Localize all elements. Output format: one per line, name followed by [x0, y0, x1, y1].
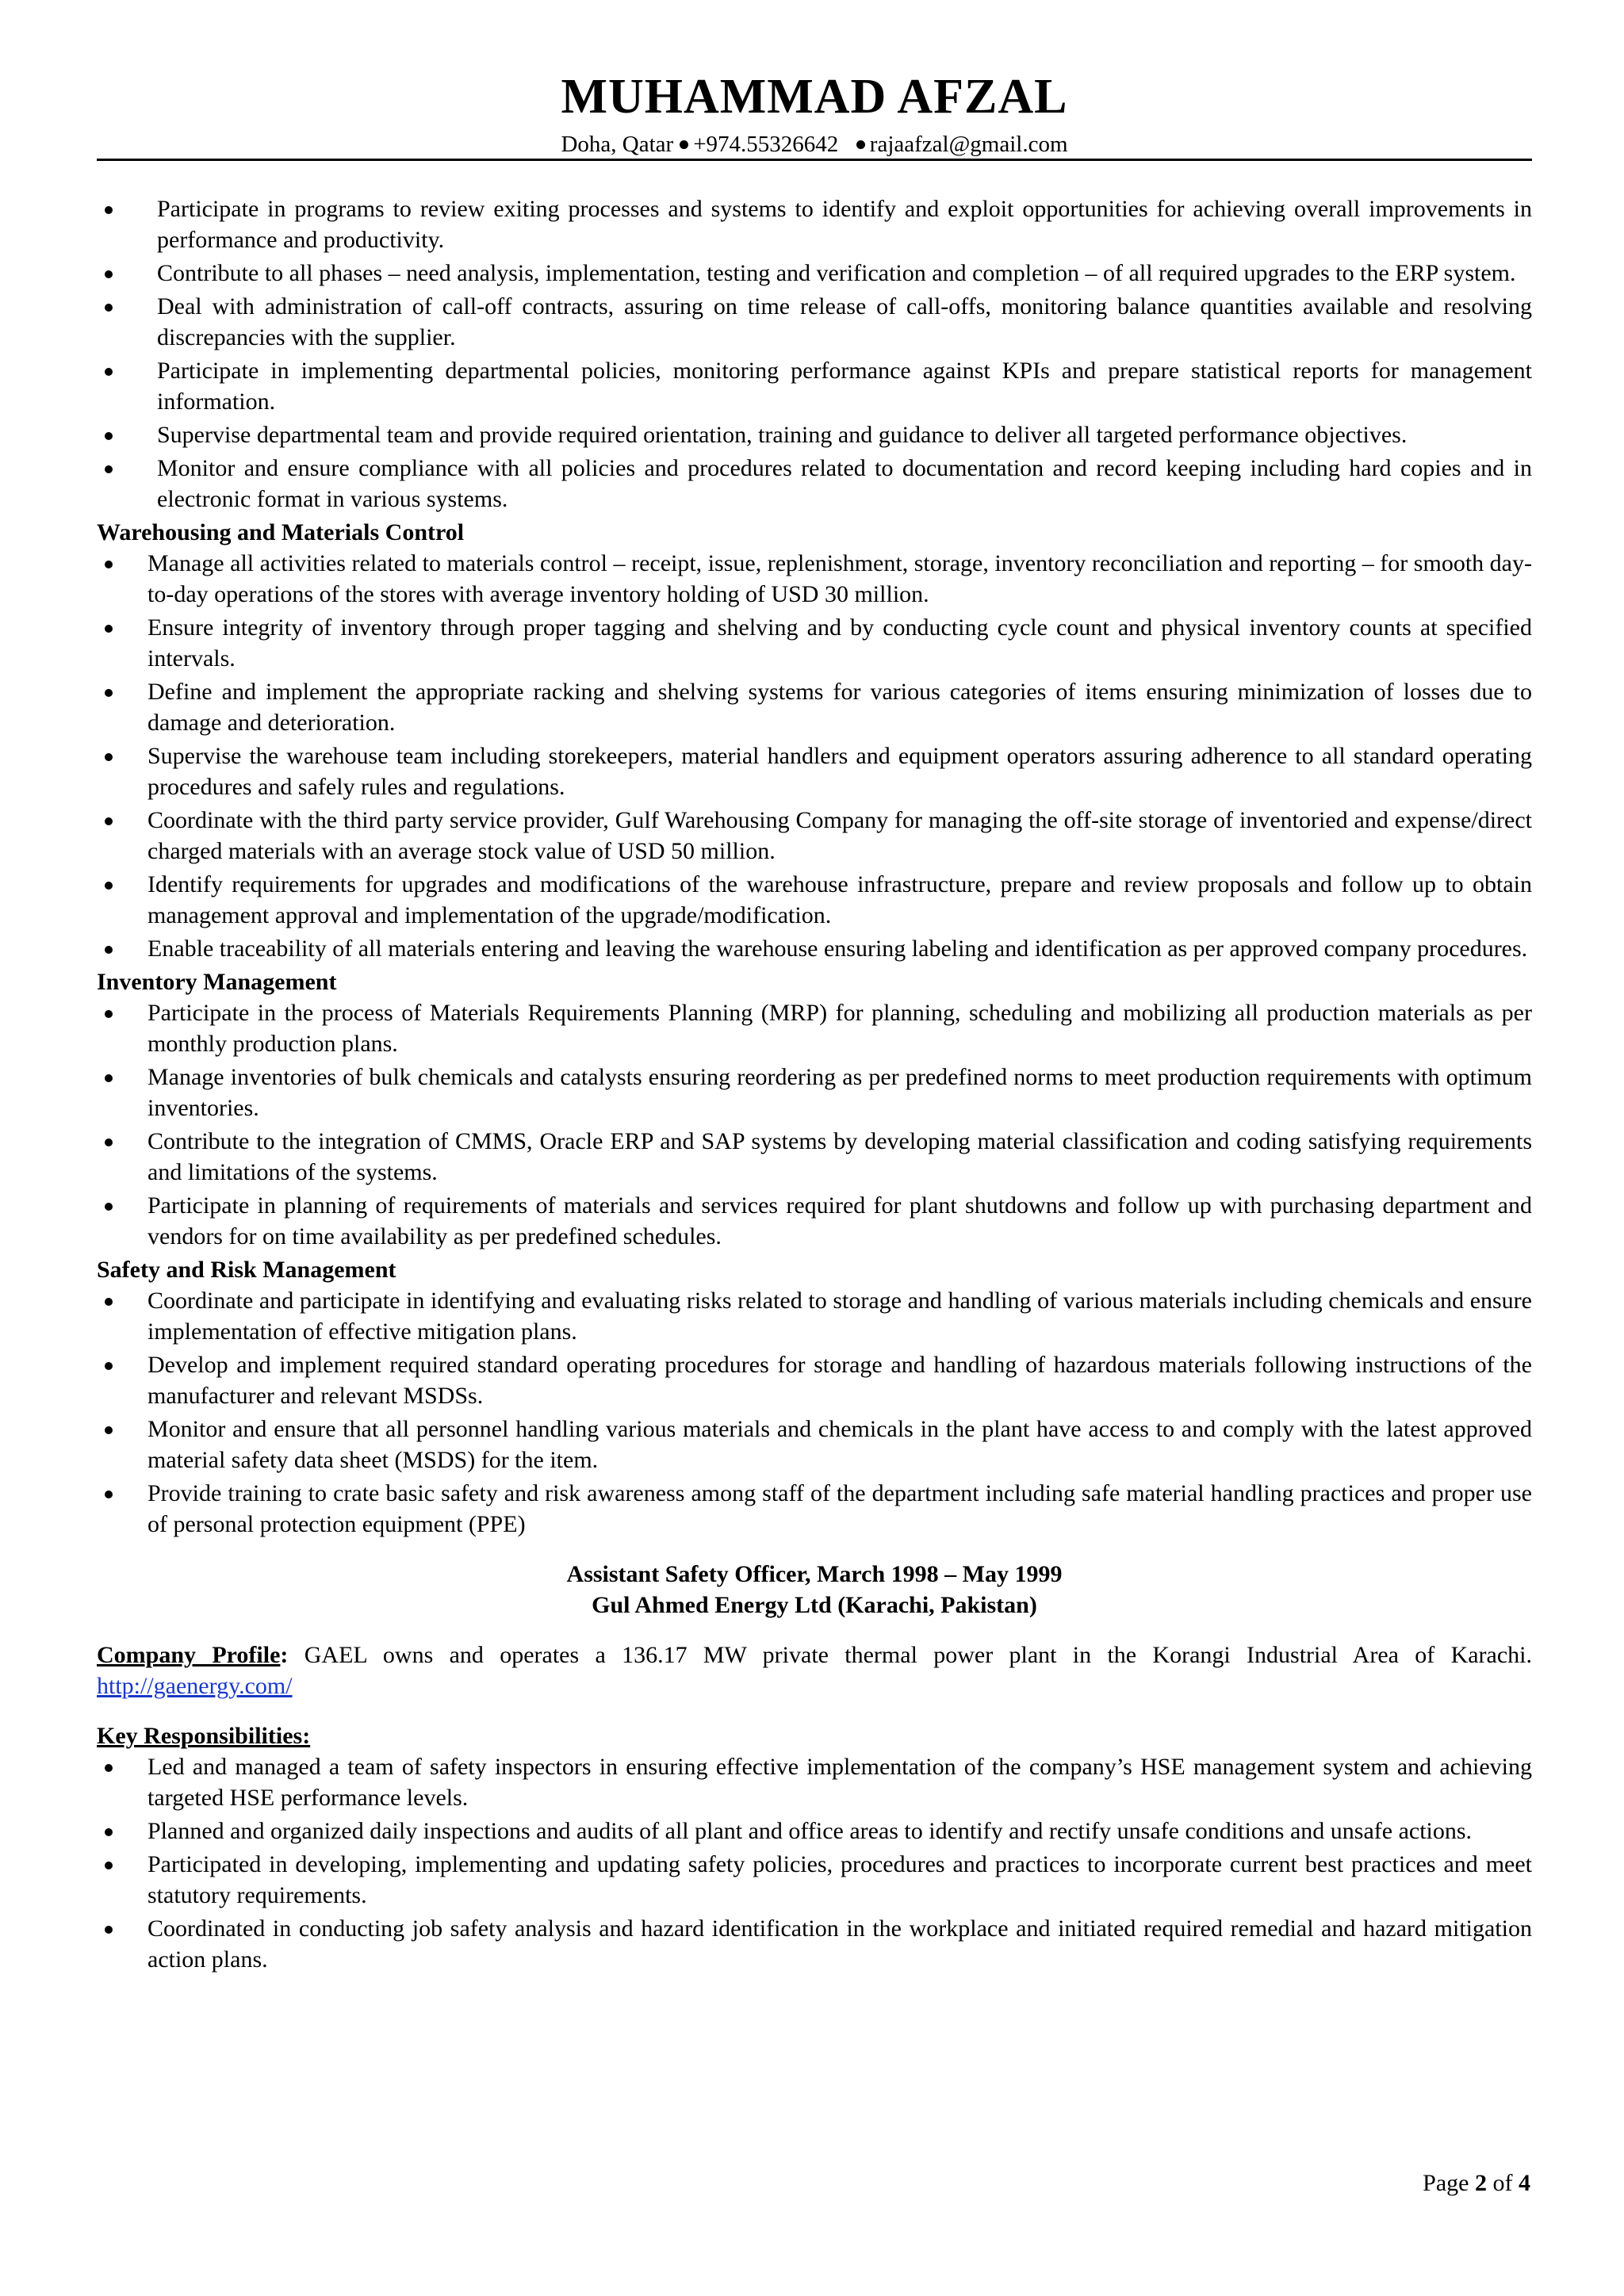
section-heading: Inventory Management	[97, 969, 337, 995]
bullet-text: Identify requirements for upgrades and modifications of the warehouse infrastructure, prepare and review proposals and follow up to obtain management approval and implementation of the upgrade/modification.	[147, 871, 1532, 928]
list-item	[97, 1414, 1532, 1475]
list-item	[97, 1126, 1532, 1188]
current-page: 2	[1475, 2170, 1487, 2196]
bullet-text: Enable traceability of all materials entering and leaving the warehouse ensuring labeling and identification as per approved company procedures.	[147, 936, 1528, 962]
bullet-icon	[105, 689, 113, 697]
bullet-icon	[105, 1862, 113, 1869]
bullet-text: Manage all activities related to materials control – receipt, issue, replenishment, storage, inventory reconciliation and reporting – for smooth day-to-day operations of the stores with average inventory holding of USD 30 million.	[147, 550, 1532, 607]
bullet-text: Contribute to all phases – need analysis, implementation, testing and verification and completion – of all required upgrades to the ERP system.	[157, 260, 1516, 286]
bullet-text: Supervise departmental team and provide required orientation, training and guidance to deliver all targeted performance objectives.	[157, 422, 1408, 448]
bullet-icon	[105, 1426, 113, 1434]
bullet-icon	[105, 1074, 113, 1082]
bullet-text: Ensure integrity of inventory through proper tagging and shelving and by conducting cycle count and physical inventory counts at specified intervals.	[147, 614, 1532, 672]
bullet-text: Monitor and ensure that all personnel handling various materials and chemicals in the plant have access to and comply with the latest approved material safety data sheet (MSDS) for the item.	[147, 1416, 1532, 1473]
bullet-text: Planned and organized daily inspections and audits of all plant and office areas to identify and rectify unsafe conditions and unsafe actions.	[147, 1818, 1473, 1844]
bullet-text: Manage inventories of bulk chemicals and catalysts ensuring reordering as per predefined norms to meet production requirements with optimum inventories.	[147, 1064, 1532, 1121]
bullet-icon	[105, 1490, 113, 1498]
candidate-name: MUHAMMAD AFZAL	[561, 70, 1068, 124]
bullet-text: Provide training to crate basic safety and risk awareness among staff of the department including safe material handling practices and proper use of personal protection equipment (PPE)	[147, 1480, 1532, 1537]
bullet-icon	[105, 882, 113, 890]
bullet-text: Contribute to the integration of CMMS, Oracle ERP and SAP systems by developing material classification and coding satisfying requirements and limitations of the systems.	[147, 1128, 1532, 1185]
list-item	[97, 740, 1532, 802]
phone: +974.55326642	[693, 132, 839, 157]
header-divider	[97, 159, 1532, 161]
bullet-icon	[105, 432, 113, 440]
job-company: Gul Ahmed Energy Ltd (Karachi, Pakistan)	[592, 1592, 1037, 1618]
bullet-icon	[105, 1138, 113, 1146]
company-profile: Company Profile: GAEL owns and operates a 136.17 MW private thermal power plant in the Korangi Industrial Area of Karachi. http://gaenergy.com/	[97, 1642, 1533, 1699]
bullet-text: Monitor and ensure compliance with all policies and procedures related to documentation and record keeping including hard copies and in electronic format in various systems.	[157, 455, 1532, 512]
bullet-text: Define and implement the appropriate racking and shelving systems for various categories of items ensuring minimization of losses due to damage and deterioration.	[147, 679, 1532, 736]
bullet-icon	[105, 1010, 113, 1018]
list-item	[97, 1062, 1532, 1123]
bullet-text: Supervise the warehouse team including storekeepers, material handlers and equipment operators assuring adherence to all standard operating procedures and safely rules and regulations.	[147, 743, 1532, 800]
safety-bullet-list	[97, 1285, 1532, 1540]
list-item	[97, 1190, 1532, 1252]
bullet-icon	[105, 1764, 113, 1772]
section-heading: Safety and Risk Management	[97, 1257, 396, 1283]
list-item	[97, 453, 1532, 515]
list-item	[97, 1816, 1532, 1846]
list-item	[97, 997, 1532, 1059]
of-word: of	[1492, 2170, 1513, 2196]
intro-bullet-list	[97, 193, 1532, 515]
company-profile-label: Company Profile	[97, 1642, 281, 1668]
bullet-icon	[105, 465, 113, 473]
company-website-link[interactable]: http://gaenergy.com/	[97, 1673, 293, 1699]
list-item	[97, 1751, 1532, 1813]
bullet-icon	[105, 1362, 113, 1370]
list-item	[97, 258, 1532, 289]
bullet-icon	[105, 1926, 113, 1934]
resume-header	[97, 65, 1532, 159]
bullet-icon	[105, 946, 113, 954]
list-item	[97, 1849, 1532, 1911]
list-item	[97, 933, 1532, 964]
list-item	[97, 548, 1532, 610]
bullet-icon	[105, 206, 113, 214]
bullet-icon	[105, 304, 113, 312]
bullet-icon	[105, 561, 113, 568]
bullet-icon	[105, 368, 113, 376]
list-item	[97, 1913, 1532, 1975]
company-profile-text: GAEL owns and operates a 136.17 MW private thermal power plant in the Korangi Industrial Area of Karachi.	[304, 1642, 1533, 1668]
bullet-text: Coordinate with the third party service provider, Gulf Warehousing Company for managing the off-site storage of inventoried and expense/direct charged materials with an average stock value of USD 50 million.	[147, 807, 1532, 864]
bullet-text: Deal with administration of call-off contracts, assuring on time release of call-offs, monitoring balance quantities available and resolving discrepancies with the supplier.	[157, 293, 1532, 350]
bullet-icon	[105, 1828, 113, 1836]
email: rajaafzal@gmail.com	[869, 132, 1068, 157]
warehousing-bullet-list	[97, 548, 1532, 964]
total-pages: 4	[1519, 2170, 1530, 2196]
contact-line	[97, 130, 1532, 159]
bullet-text: Coordinated in conducting job safety analysis and hazard identification in the workplace and initiated required remedial and hazard mitigation action plans.	[147, 1915, 1532, 1973]
location: Doha, Qatar	[561, 132, 674, 157]
bullet-text: Participate in planning of requirements of materials and services required for plant shutdowns and follow up with purchasing department and vendors for on time availability as per predefined schedules.	[147, 1192, 1532, 1249]
bullet-icon	[105, 1298, 113, 1306]
list-item	[97, 291, 1532, 353]
list-item	[97, 419, 1532, 450]
responsibilities-bullet-list	[97, 1751, 1532, 1975]
bullet-icon	[105, 625, 113, 633]
page-number	[1423, 2170, 1530, 2197]
list-item	[97, 676, 1532, 738]
bullet-text: Participate in programs to review exiting processes and systems to identify and exploit opportunities for achieving overall improvements in performance and productivity.	[157, 196, 1532, 253]
resume-body	[97, 193, 1532, 1977]
bullet-icon	[105, 1203, 113, 1211]
separator-dot-icon	[680, 140, 688, 149]
list-item	[97, 355, 1532, 417]
list-item	[97, 1478, 1532, 1540]
page-word: Page	[1423, 2170, 1469, 2196]
bullet-text: Participated in developing, implementing and updating safety policies, procedures and practices to incorporate current best practices and meet statutory requirements.	[147, 1851, 1532, 1908]
bullet-text: Participate in implementing departmental policies, monitoring performance against KPIs and prepare statistical reports for management information.	[157, 358, 1532, 415]
bullet-text: Led and managed a team of safety inspectors in ensuring effective implementation of the company’s HSE management system and achieving targeted HSE performance levels.	[147, 1754, 1532, 1811]
list-item	[97, 1285, 1532, 1347]
bullet-icon	[105, 817, 113, 825]
key-responsibilities-label: Key Responsibilities:	[97, 1723, 311, 1749]
job-heading	[97, 1559, 1532, 1621]
list-item	[97, 869, 1532, 931]
bullet-text: Develop and implement required standard operating procedures for storage and handling of hazardous materials following instructions of the manufacturer and relevant MSDSs.	[147, 1352, 1532, 1409]
bullet-text: Coordinate and participate in identifying and evaluating risks related to storage and handling of various materials including chemicals and ensure implementation of effective mitigation plans.	[147, 1288, 1532, 1345]
list-item	[97, 1349, 1532, 1411]
job-title: Assistant Safety Officer, March 1998 – May 1999	[566, 1561, 1063, 1587]
list-item	[97, 612, 1532, 674]
bullet-icon	[105, 753, 113, 761]
inventory-bullet-list	[97, 997, 1532, 1252]
bullet-icon	[105, 270, 113, 278]
bullet-text: Participate in the process of Materials Requirements Planning (MRP) for planning, scheduling and mobilizing all production materials as per monthly production plans.	[147, 1000, 1532, 1057]
section-heading: Warehousing and Materials Control	[97, 519, 465, 545]
list-item	[97, 193, 1532, 255]
separator-dot-icon	[856, 140, 865, 149]
list-item	[97, 805, 1532, 867]
